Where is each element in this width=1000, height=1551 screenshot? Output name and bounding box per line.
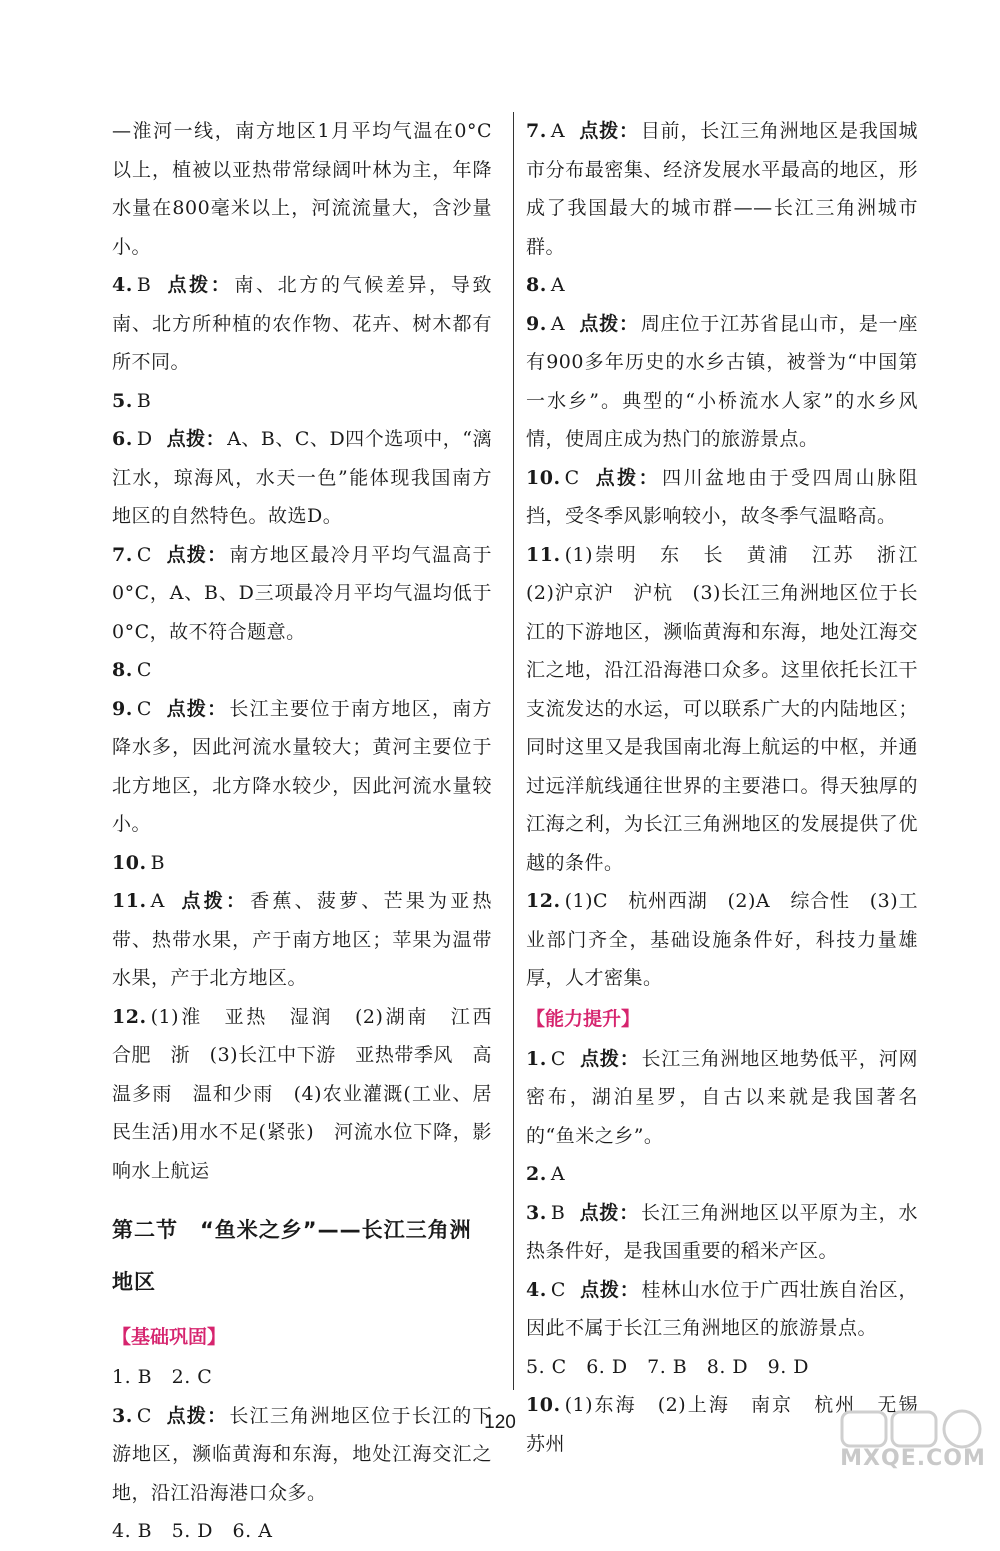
left-continued-paragraph: —淮河一线，南方地区1月平均气温在0°C以上，植被以亚热带常绿阔叶林为主，年降水量在800毫米以上，河流流量大，含沙量小。	[112, 120, 492, 258]
answer-item-6: 6. D 点拨： A、B、C、D四个选项中，“漓江水，琼海风，水天一色”能体现我国南方地区的自然特色。故选D。	[112, 428, 492, 527]
answer-item-9: 9. C 点拨： 长江主要位于南方地区，南方降水多，因此河流水量较大；黄河主要位于北方地区，北方降水较少，因此河流水量较小。	[112, 697, 492, 835]
answer-item-r10: 10. C 点拨： 四川盆地由于受四周山脉阻挡，受冬季风影响较小，故冬季气温略高。	[526, 466, 918, 527]
answer-item-s4: 4. B 5. D 6. A	[112, 1520, 273, 1542]
tag-basic-consolidation: 【基础巩固】	[112, 1326, 227, 1348]
tag-ability-improvement: 【能力提升】	[526, 1007, 641, 1030]
answer-item-12: 12. (1)淮 亚热 湿润 (2)湖南 江西 合肥 浙 (3)长江中下游 亚热带季风 高温多雨 温和少雨 (4)农业灌溉(工业、居民生活)用水不足(紧张) 河流水位下降，影响水上航运	[112, 1005, 512, 1182]
answer-item-4: 4. B 点拨： 南、北方的气候差异，导致南、北方所种植的农作物、花卉、树木都有所不同。	[112, 274, 492, 373]
answer-item-5: 5. B	[112, 389, 152, 412]
answer-item-a2: 2. A	[526, 1163, 566, 1185]
answer-item-a5: 5. C 6. D 7. B 8. D 9. D	[526, 1355, 810, 1378]
right-column	[526, 112, 938, 1463]
answer-item-10: 10. B	[112, 851, 166, 874]
answer-item-r11: 11. (1)崇明 东 长 黄浦 江苏 浙江 (2)沪京沪 沪杭 (3)长江三角洲地区位于长江的下游地区，濒临黄海和东海，地处江海交汇之地，沿江沿海港口众多。这里依托长江干支流发达的水运，可以联系广大的内陆地区；同时这里又是我国南北海上航运的中枢，并通过远洋航线通往世界的主要港口。得天独厚的江海之利，为长江三角洲地区的发展提供了优越的条件。	[526, 543, 938, 874]
answer-item-a1: 1. C 点拨： 长江三角洲地区地势低平，河网密布，湖泊星罗，自古以来就是我国著名的“鱼米之乡”。	[526, 1047, 918, 1147]
column-divider	[513, 112, 514, 1390]
answer-item-r7: 7. A 点拨： 目前，长江三角洲地区是我国城市分布最密集、经济发展水平最高的地区，形成了我国最大的城市群——长江三角洲城市群。	[526, 120, 918, 258]
watermark-url: MXQE.COM	[840, 1446, 986, 1471]
answer-item-r12: 12. (1)C 杭州西湖 (2)A 综合性 (3)工业部门齐全，基础设施条件好，科技力量雄厚，人才密集。	[526, 890, 918, 989]
answer-item-a3: 3. B 点拨： 长江三角洲地区以平原为主，水热条件好，是我国重要的稻米产区。	[526, 1201, 918, 1262]
section-title: 第二节 “鱼米之乡”——长江三角洲地区	[112, 1218, 472, 1294]
page-number: 120	[484, 1412, 516, 1433]
answer-item-a4: 4. C 点拨： 桂林山水位于广西壮族自治区，因此不属于长江三角洲地区的旅游景点。	[526, 1278, 918, 1339]
answer-item-s1: 1. B 2. C	[112, 1366, 213, 1388]
answer-item-r9: 9. A 点拨： 周庄位于江苏省昆山市，是一座有900多年历史的水乡古镇，被誉为“中国第一水乡”。典型的“小桥流水人家”的水乡风情，使周庄成为热门的旅游景点。	[526, 312, 918, 450]
answer-item-11: 11. A 点拨： 香蕉、菠萝、芒果为亚热带、热带水果，产于南方地区；苹果为温带水果，产于北方地区。	[112, 890, 492, 989]
answer-item-r8: 8. A	[526, 274, 566, 296]
answer-item-s3: 3. C 点拨： 长江三角洲地区位于长江的下游地区，濒临黄海和东海，地处江海交汇之地，沿江沿海港口众多。	[112, 1404, 492, 1504]
answer-item-8: 8. C	[112, 659, 152, 681]
answer-item-a10: 10. (1)东海 (2)上海 南京 杭州 无锡 苏州	[526, 1394, 938, 1455]
answer-item-7: 7. C 点拨： 南方地区最冷月平均气温高于0°C，A、B、D三项最冷月平均气温均低于0°C，故不符合题意。	[112, 543, 492, 643]
